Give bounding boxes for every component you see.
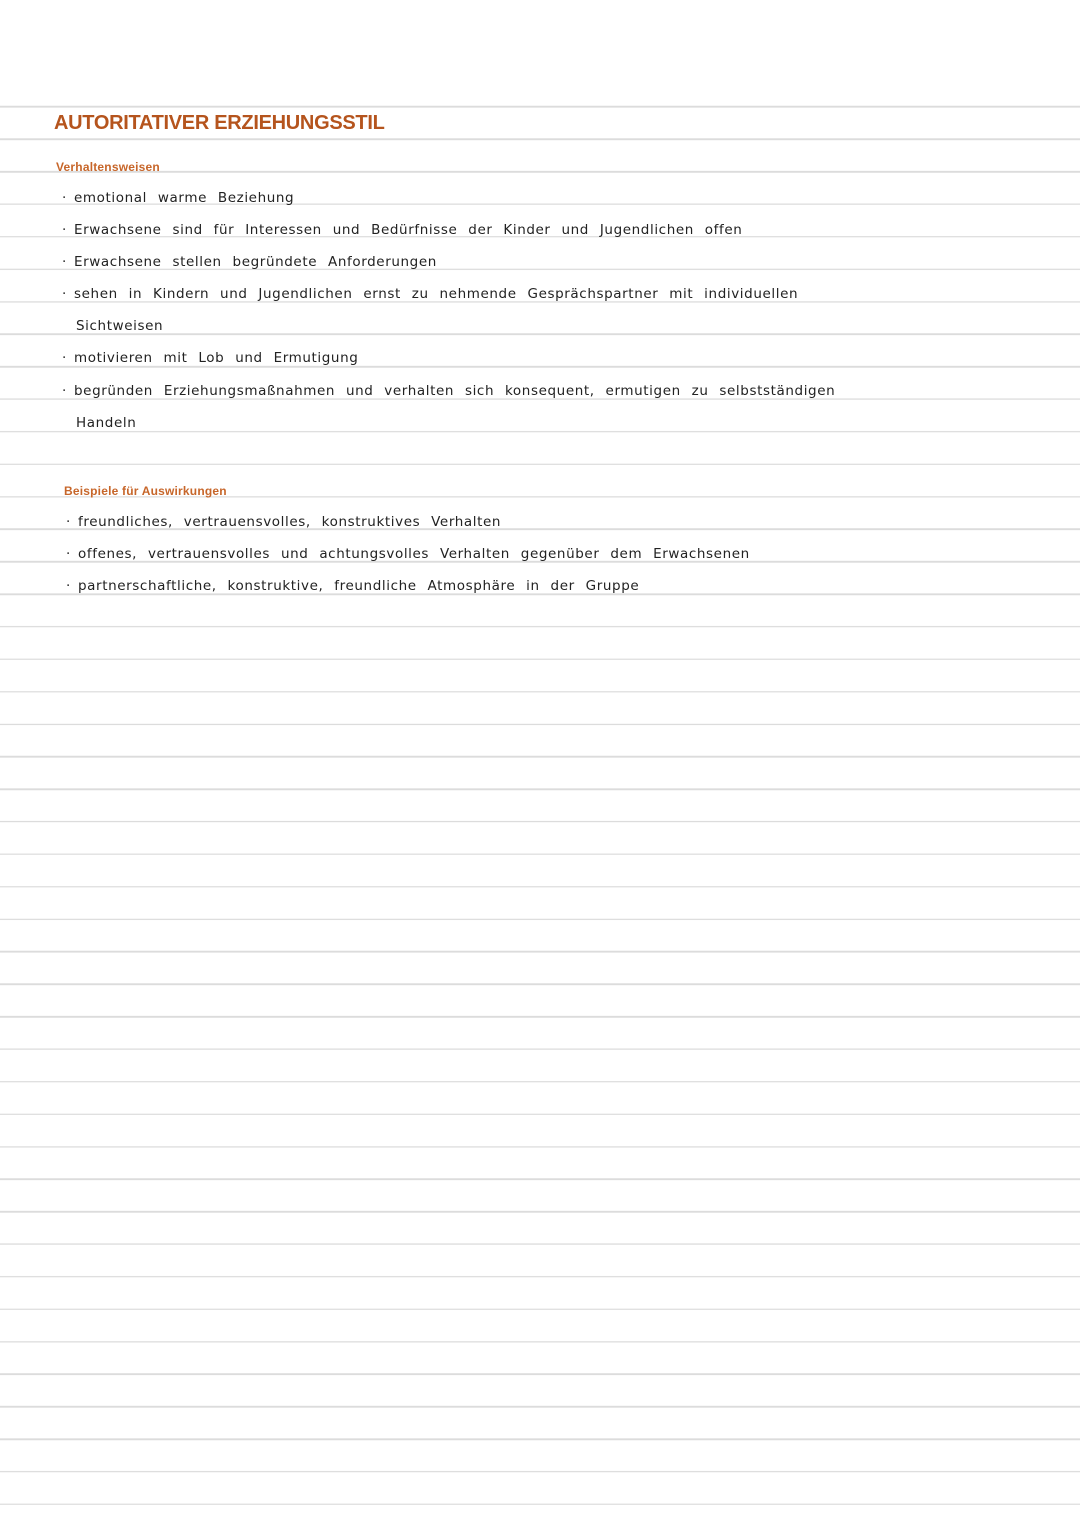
page-title: AUTORITATIVER ERZIEHUNGSSTIL: [54, 112, 385, 134]
list-item: · motivieren mit Lob und Ermutigung: [62, 350, 359, 366]
list-item: · Erwachsene stellen begründete Anforderungen: [62, 254, 437, 270]
list-item: · sehen in Kindern und Jugendlichen ernst zu nehmende Gesprächspartner mit individuellen: [62, 286, 799, 302]
bullet-icon: ·: [62, 190, 67, 206]
list-item-continuation: Sichtweisen: [76, 318, 164, 334]
list-item: · Erwachsene sind für Interessen und Bedürfnisse der Kinder und Jugendlichen offen: [62, 222, 743, 238]
section-heading-verhaltensweisen: Verhaltensweisen: [56, 160, 160, 174]
list-item: · offenes, vertrauensvolles und achtungsvolles Verhalten gegenüber dem Erwachsenen: [66, 546, 750, 562]
list-item: · freundliches, vertrauensvolles, konstruktives Verhalten: [66, 514, 502, 530]
bullet-icon: ·: [66, 578, 71, 594]
section-heading-auswirkungen: Beispiele für Auswirkungen: [64, 484, 227, 498]
list-item: · partnerschaftliche, konstruktive, freundliche Atmosphäre in der Gruppe: [66, 578, 640, 594]
bullet-icon: ·: [62, 350, 67, 366]
bullet-icon: ·: [66, 546, 71, 562]
list-item-continuation: Handeln: [76, 415, 137, 431]
list-item: · emotional warme Beziehung: [62, 190, 295, 206]
bullet-icon: ·: [62, 222, 67, 238]
list-item: · begründen Erziehungsmaßnahmen und verhalten sich konsequent, ermutigen zu selbstständigen: [62, 383, 836, 399]
bullet-icon: ·: [62, 254, 67, 270]
bullet-icon: ·: [66, 514, 71, 530]
bullet-icon: ·: [62, 383, 67, 399]
bullet-icon: ·: [62, 286, 67, 302]
